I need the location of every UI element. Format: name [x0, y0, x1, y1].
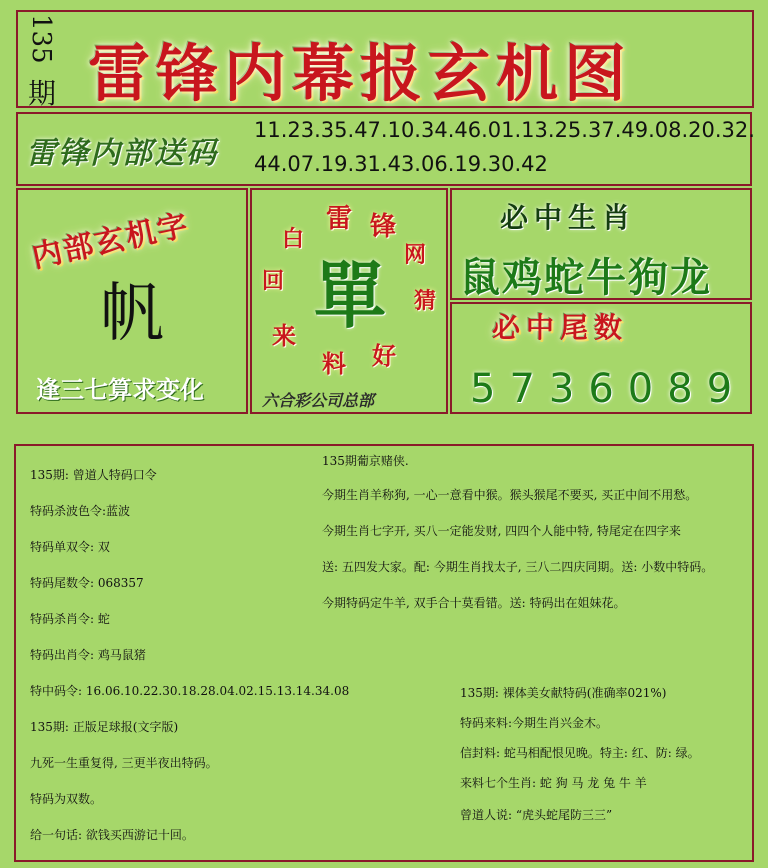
right-top-line-4: 送: 五四发大家。配: 今期生肖找太子, 三八二四庆同期。送: 小数中特码。 [322, 560, 714, 574]
ring-char-1: 雷 [326, 204, 353, 234]
right-bottom-line-4: 来料七个生肖: 蛇 狗 马 龙 兔 牛 羊 [460, 776, 647, 790]
codes-label: 雷锋内部送码 [26, 136, 218, 171]
left-line-5: 特码杀肖令: 蛇 [30, 612, 110, 626]
ring-char-5: 好 [372, 341, 396, 370]
right-bottom-line-1: 135期: 裸体美女献特码(准确率021%) [460, 686, 667, 700]
left-line-6: 特码出肖令: 鸡马鼠猪 [30, 648, 146, 662]
ring-char-4: 猜 [414, 288, 437, 314]
zodiac-value: 鼠鸡蛇牛狗龙 [460, 254, 712, 301]
right-top-line-3: 今期生肖七字开, 买八一定能发财, 四四个人能中特, 特尾定在四字来 [322, 524, 681, 538]
mystery-title: 内部玄机字 [28, 207, 193, 276]
codes-line-2: 44.07.19.31.43.06.19.30.42 [254, 152, 548, 176]
page-title: 雷锋内幕报玄机图 [88, 37, 633, 110]
right-top-line-5: 今期特码定牛羊, 双手合十莫看错。送: 特码出在姐妹花。 [322, 596, 626, 610]
ring-char-8: 回 [262, 268, 285, 294]
right-top-line-1: 135期葡京赌侠. [322, 454, 409, 468]
codes-line-1: 11.23.35.47.10.34.46.01.13.25.37.49.08.20.32. [254, 118, 755, 142]
ring-char-3: 网 [404, 242, 427, 268]
zodiac-title: 必中生肖 [500, 201, 637, 234]
left-line-2: 特码杀波色令:蓝波 [30, 504, 131, 518]
left-line-11: 给一句话: 欲钱买西游记十回。 [30, 828, 194, 842]
mystery-character: 帆 [100, 277, 164, 351]
tail-value: 5736089 [470, 366, 747, 412]
ring-char-9: 白 [282, 226, 305, 252]
right-top-line-2: 今期生肖羊称狗, 一心一意看中猴。猴头猴尾不要买, 买正中间不用愁。 [322, 488, 698, 502]
left-line-7: 特中码令: 16.06.10.22.30.18.28.04.02.15.13.14.34.08 [30, 684, 350, 698]
center-character: 單 [314, 253, 387, 338]
tail-title: 必中尾数 [492, 311, 629, 344]
left-line-9: 九死一生重复得, 三更半夜出特码。 [30, 756, 218, 770]
right-bottom-line-5: 曾道人说: “虎头蛇尾防三三” [460, 808, 613, 822]
ring-char-7: 来 [272, 321, 296, 350]
mystery-caption: 逢三七算求变化 [36, 375, 204, 404]
ring-char-6: 料 [322, 349, 346, 378]
left-line-8: 135期: 正版足球报(文字版) [30, 720, 179, 734]
left-line-4: 特码尾数令: 068357 [30, 576, 144, 590]
ring-char-2: 锋 [370, 212, 397, 242]
left-line-1: 135期: 曾道人特码口令 [30, 468, 157, 482]
left-line-3: 特码单双令: 双 [30, 540, 110, 554]
right-bottom-line-2: 特码来料:今期生肖兴金木。 [460, 716, 609, 730]
center-bottom-text: 六合彩公司总部 [262, 391, 375, 410]
left-line-10: 特码为双数。 [30, 792, 103, 806]
issue-suffix: 期 [28, 77, 57, 110]
right-bottom-line-3: 信封料: 蛇马相配恨见晚。特主: 红、防: 绿。 [460, 746, 700, 760]
issue-number: 135 [26, 14, 56, 64]
